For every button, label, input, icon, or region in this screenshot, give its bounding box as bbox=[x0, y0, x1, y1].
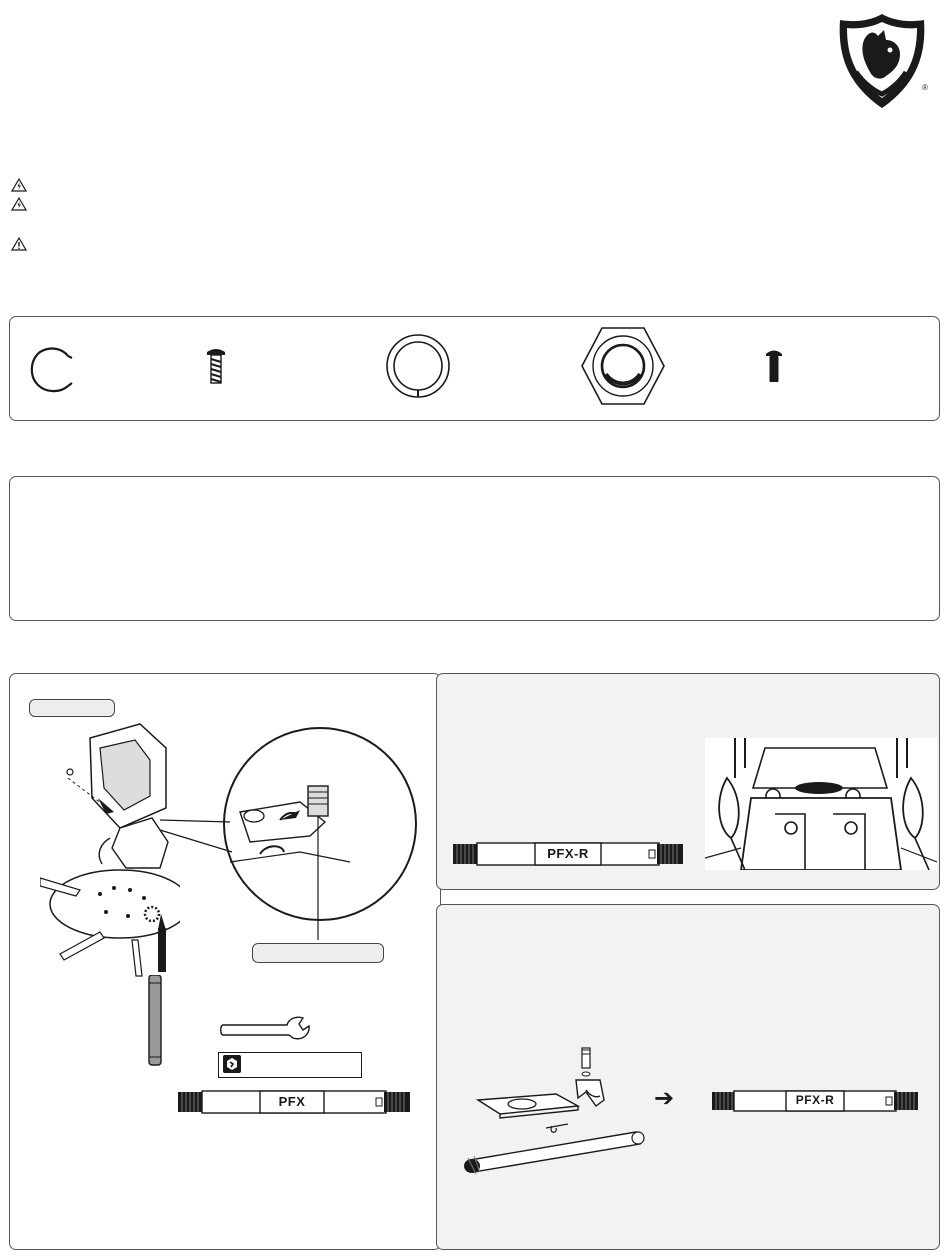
hex-nut-icon bbox=[580, 326, 666, 406]
tool-badge-icon bbox=[223, 1055, 241, 1073]
extension-label-pfx-r: PFX-R bbox=[547, 846, 589, 861]
detail-magnifier-illustration bbox=[150, 712, 430, 952]
extension-label-pfx: PFX bbox=[278, 1094, 306, 1109]
split-ring-icon bbox=[384, 332, 452, 400]
registered-mark: ® bbox=[922, 83, 928, 92]
mount-bracket-illustration bbox=[705, 738, 937, 870]
e-clip-icon bbox=[26, 342, 78, 396]
hardware-panel bbox=[9, 316, 940, 421]
result-arrow: ➔ bbox=[654, 1084, 675, 1112]
donkey-shield-logo bbox=[834, 10, 930, 112]
wrench-icon bbox=[219, 1016, 311, 1044]
info-panel bbox=[9, 476, 940, 621]
phillips-screw-icon bbox=[205, 346, 227, 386]
electrical-hazard-icon bbox=[11, 197, 27, 211]
extension-label-pfx-r-assembled: PFX-R bbox=[795, 1093, 835, 1107]
downrod-illustration bbox=[146, 975, 164, 1067]
extension-parts-illustration bbox=[460, 1044, 650, 1180]
part-label-pill bbox=[29, 699, 115, 717]
electrical-hazard-icon bbox=[11, 178, 27, 192]
caution-icon bbox=[11, 237, 27, 251]
button-bolt-icon bbox=[765, 348, 783, 384]
